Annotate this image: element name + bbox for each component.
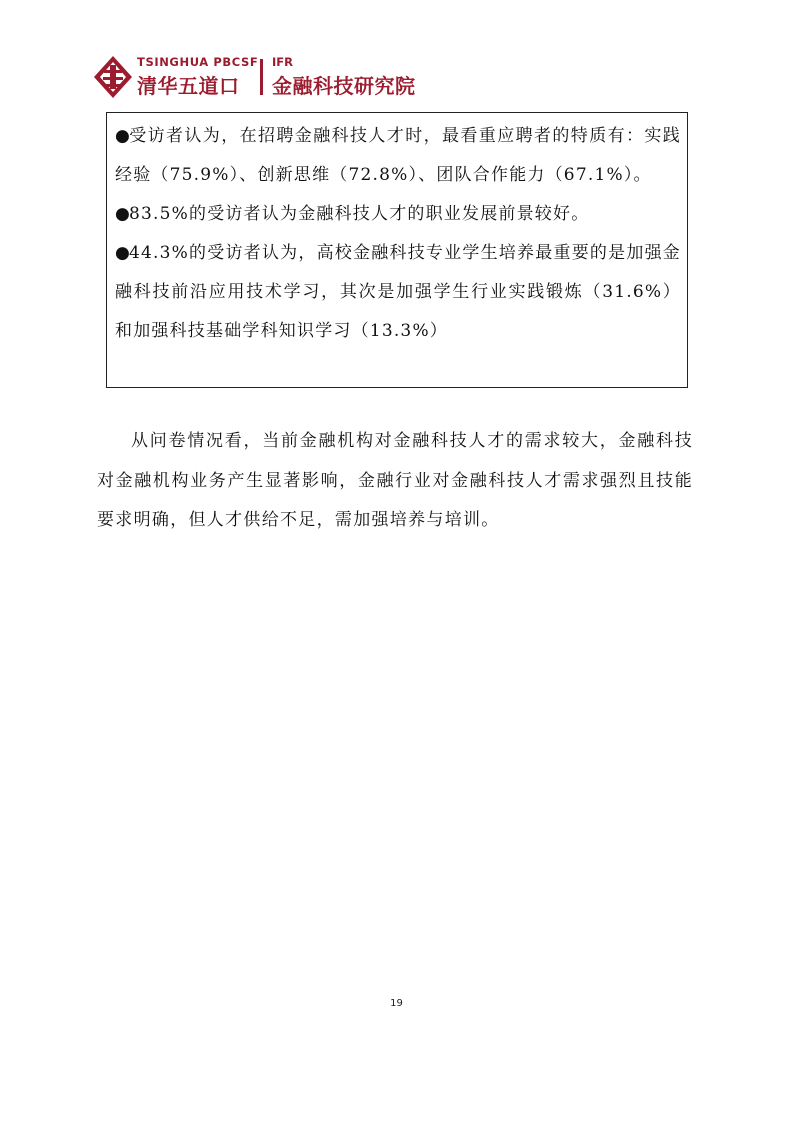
- key-findings-box: [106, 112, 688, 388]
- finding-item: [115, 195, 681, 234]
- finding-text: 44.3%的受访者认为，高校金融科技专业学生培养最重要的是加强金融科技前沿应用技术学习，其次是加强学生行业实践锻炼（31.6%）和加强科技基础学科知识学习（13.3%）: [115, 243, 681, 341]
- page-header: [93, 55, 453, 99]
- bullet-icon: ●: [115, 243, 132, 263]
- institute-chinese-name: 金融科技研究院: [272, 74, 416, 98]
- finding-item: [115, 117, 681, 195]
- brand-english-name: TSINGHUA PBCSF: [137, 55, 259, 69]
- bullet-icon: ●: [115, 126, 132, 146]
- finding-text: 受访者认为，在招聘金融科技人才时，最看重应聘者的特质有：实践经验（75.9%）、创新思维（72.8%）、团队合作能力（67.1%）。: [115, 126, 681, 185]
- pbcsf-emblem-icon: [93, 55, 133, 99]
- page-number: 19: [390, 998, 403, 1009]
- conclusion-paragraph: 从问卷情况看，当前金融机构对金融科技人才的需求较大，金融科技对金融机构业务产生显著影响，金融行业对金融科技人才需求强烈且技能要求明确，但人才供给不足，需加强培养与培训。: [97, 431, 693, 530]
- bullet-icon: ●: [115, 204, 132, 224]
- brand-chinese-name: 清华五道口: [137, 74, 240, 98]
- institute-english-name: IFR: [272, 55, 293, 69]
- finding-text: 83.5%的受访者认为金融科技人才的职业发展前景较好。: [129, 204, 590, 224]
- finding-item: [115, 234, 681, 351]
- header-divider: [260, 59, 263, 95]
